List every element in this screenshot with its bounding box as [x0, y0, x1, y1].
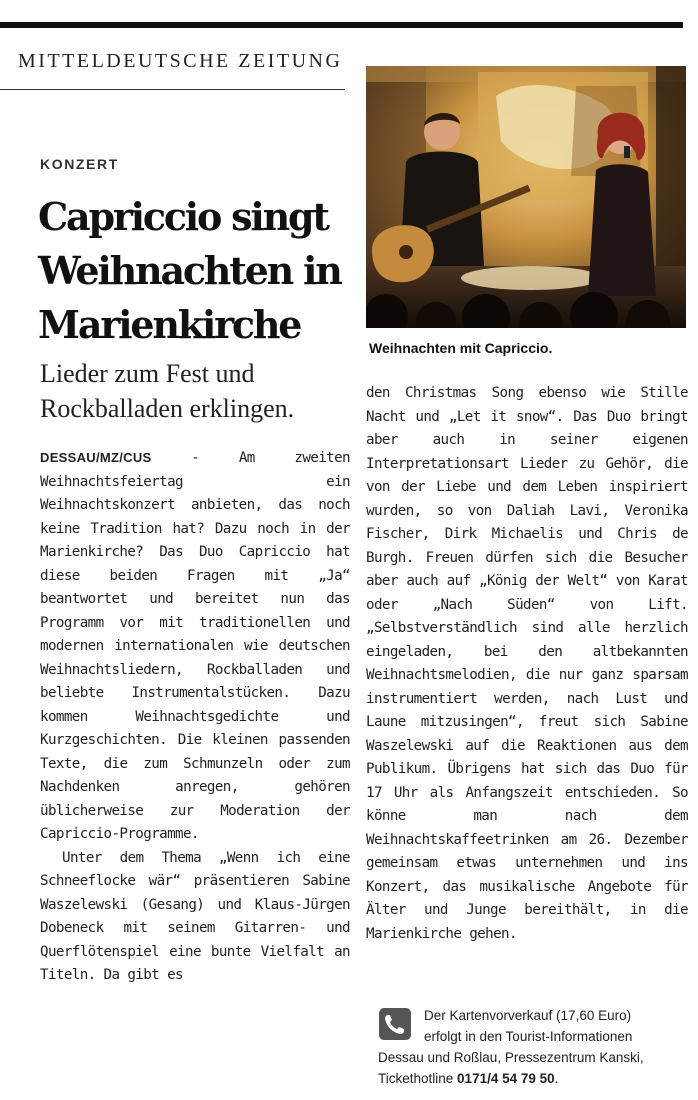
paragraph-3: den Christmas Song ebenso wie Stille Nacht und „Let it snow“. Das Duo bringt aber auch in seiner eigenen Interpretationsart Lieder zu Gehör, die von der Liebe und dem Leben inspiriert wurden, so von Daliah Lavi, Veronika Fischer, Dirk Michaelis und Chris de Burgh. Freuen dürfen sich die Besucher aber auch auf „König der Welt“ von Karat oder „Nach Süden“ von Lift. „Selbstverständlich sind alle herzlich eingeladen, bei den altbekannten Weihnachtsmelodien, die nur ganz sparsam instrumentiert werden, nach Lust und Laune mitzusingen“, freut sich Sabine Waszelewski auf die Reaktionen aus dem Publikum. Übrigens hat sich das Duo für 17 Uhr als Anfangszeit entschieden. So könne man nach dem Weihnachtskaffeetrinken am 26. Dezember gemeinsam etwas unternehmen und ins Konzert, das musikalische Angebote für Älter und Junge bereithält, in die Marienkirche gehen. — [366, 385, 688, 942]
article-kicker: KONZERT — [40, 156, 119, 172]
ticket-info-line-4 — [378, 1068, 683, 1089]
ticket-info-line-1: Der Kartenvorverkauf (17,60 Euro) — [424, 1008, 632, 1023]
concert-photo-image — [366, 66, 686, 328]
concert-photo — [366, 66, 686, 328]
column-right — [366, 382, 688, 946]
column-left — [40, 446, 350, 988]
paragraph-2: Unter dem Thema „Wenn ich eine Schneeflocke wär“ präsentieren Sabine Waszelewski (Gesang) und Klaus-Jürgen Dobeneck mit seinem Gitarren- und Querflötenspiel eine bunte Vielfalt an Titeln. Da gibt es — [40, 849, 350, 983]
newspaper-name: MITTELDEUTSCHE ZEITUNG — [18, 50, 343, 72]
top-rule — [0, 22, 683, 28]
hotline-number: 0171/4 54 79 50 — [457, 1071, 555, 1086]
paragraph-1: DESSAU/MZ/CUS - Am zweiten Weihnachtsfeiertag ein Weihnachtskonzert anbieten, das noch keine Tradition hat? Dazu noch in der Marienkirche? Das Duo Capriccio hat diese beiden Fragen mit „Ja“ beantwortet und bereitet nun das Programm vor mit traditionellen und modernen internationalen wie deutschen Weihnachtsliedern, Rockballaden und beliebte Instrumentalstücken. Dazu kommen Weihnachtsgedichte und Kurzgeschichten. Die kleinen passenden Texte, die zum Schmunzeln oder zum Nachdenken anregen, gehören üblicherweise zur Moderation der Capriccio-Programme. — [40, 450, 350, 842]
article-subhead: Lieder zum Fest und Rockballaden erklingen. — [40, 359, 295, 423]
ticket-info — [378, 1005, 683, 1089]
photo-caption: Weihnachten mit Capriccio. — [369, 340, 553, 356]
masthead-underline — [0, 89, 345, 90]
dateline: DESSAU/MZ/CUS — [40, 450, 152, 465]
hotline-label: Tickethotline — [378, 1071, 458, 1086]
paragraph-1-text: Am zweiten Weihnachtsfeiertag ein Weihnachtskonzert anbieten, das noch keine Tradition hat? Dazu noch in der Marienkirche? Das Duo Capriccio hat diese beiden Fragen mit „Ja“ beantwortet und bereitet nun das Programm vor mit traditionellen und modernen internationalen wie deutschen Weihnachtsliedern, Rockballaden und beliebte Instrumentalstücken. Dazu kommen Weihnachtsgedichte und Kurzgeschichten. Die kleinen passenden Texte, die zum Schmunzeln oder zum Nachdenken anregen, gehören üblicherweise zur Moderation der Capriccio-Programme. — [40, 450, 350, 842]
ticket-info-line-2: erfolgt in den Tourist-Informationen — [424, 1029, 633, 1044]
ticket-info-line-3: Dessau und Roßlau, Pressezentrum Kanski, — [378, 1050, 644, 1065]
hotline-suffix: . — [554, 1071, 559, 1086]
article-headline: Capriccio singt Weihnachten in Marienkirche — [38, 194, 341, 347]
